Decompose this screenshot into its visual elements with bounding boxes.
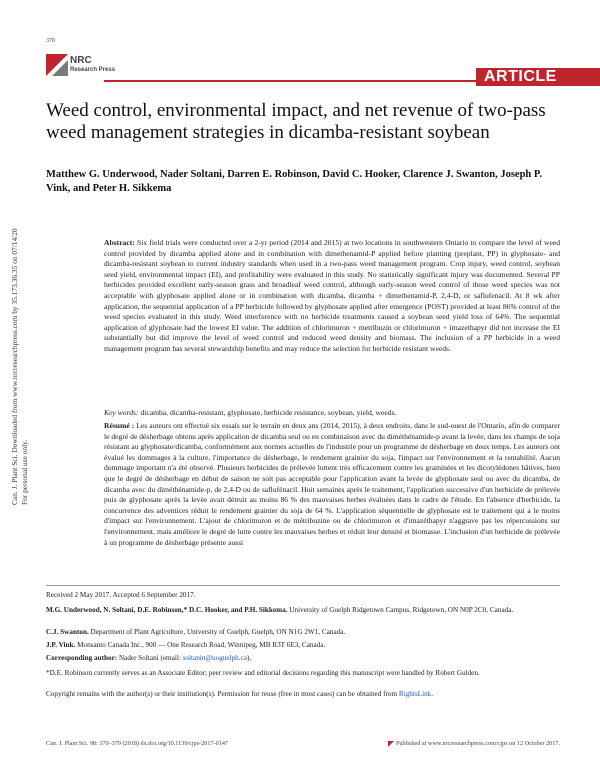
paper-title: Weed control, environmental impact, and net revenue of two-pass weed management strategies in dicamba-resistant soybean <box>46 100 546 143</box>
keywords <box>104 408 560 419</box>
resume-label: Résumé : <box>104 421 135 430</box>
footnote-divider <box>46 585 560 586</box>
corresponding-label: Corresponding author: <box>46 654 118 662</box>
abstract-text: Six field trials were conducted over a 2-yr period (2014 and 2015) at two locations in southwestern Ontario to compare the level of weed control provided by dicamba applied alone and in combination with dimethenamid-P applied before planting (preplant, PP) in glyphosate- and dicamba-resistant soybean to current industry standards when used in a two-pass weed management program. Crop injury, weed control, soybean seed yield, environmental impact (EI), and profitability were evaluated in this study. No statistically significant injury was documented. Several PP herbicides provided excellent early-season grass and broadleaf weed control, although early-season weed control of those weed species was not acceptable with glyphosate applied alone or in combination with dicamba, dicamba + dimethenamid-P, 2,4-D, or saflufenacil. At 8 wk after application, the sequential application of a PP herbicide followed by glyphosate applied after emergence (POST) provided at least 86% control of the weed species evaluated in this study. Weed interference with no herbicide treatments caused a soybean seed yield loss of 64%. The sequential application of glyphosate had the lowest EI value. The addition of chlorimuron + metribuzin or chlorimuron + imazethapyr did not increase the EI substantially but did improve the level of weed control and reduced weed density and biomass. The inclusion of a PP herbicide in a weed management program has several stewardship benefits and may reduce the selection for herbicide resistant weeds. <box>104 238 560 353</box>
editor-note: *D.E. Robinson currently serves as an Associate Editor; peer review and editorial decisions regarding this manuscript were handled by Robert Gulden. <box>46 669 480 677</box>
page-footer <box>46 740 560 747</box>
abstract <box>104 238 560 355</box>
affiliation-text: Department of Plant Agriculture, University of Guelph, Guelph, ON N1G 2W1, Canada. <box>90 628 346 636</box>
footer-published <box>388 740 560 747</box>
logo-name: NRC <box>70 55 92 66</box>
author-list: Matthew G. Underwood, Nader Soltani, Darren E. Robinson, David C. Hooker, Clarence J. Swanton, Joseph P. Vink, and Peter H. Sikkema <box>46 169 542 194</box>
footer-published-text: Published at www.nrcresearchpress.com/cjps on 12 October 2017. <box>395 740 560 747</box>
affiliation-names: M.G. Underwood, N. Soltani, D.E. Robinson,* D.C. Hooker, and P.H. Sikkema. <box>46 606 288 614</box>
download-watermark <box>2 185 28 505</box>
keywords-label: Key words: <box>104 408 139 417</box>
watermark-line-2: For personal use only. <box>20 439 29 505</box>
rightslink-link[interactable]: RightsLink <box>398 690 432 698</box>
received-dates: Received 2 May 2017. Accepted 6 September 2017. <box>46 591 196 599</box>
affiliation-text: University of Guelph Ridgetown Campus, Ridgetown, ON N0P 2C0, Canada. <box>289 606 514 614</box>
publish-marker-icon <box>388 741 394 747</box>
article-tag: ARTICLE <box>476 68 600 86</box>
affiliation-names: C.J. Swanton. <box>46 628 89 636</box>
keywords-text: dicamba, dicamba-resistant, glyphosate, herbicide resistance, soybean, yield, weeds. <box>140 408 397 417</box>
article-banner <box>0 68 600 86</box>
resume-text: Les auteurs ont effectué six essais sur le terrain en deux ans (2014, 2015), à deux endroits, dans le sud-ouest de l'Ontario, afin de comparer le degré de désherbage obtenu après application de dicamba seul ou en combinaison avec du diméthénamide-p avant la levée, dans les champs de soja résistant au glyphosate/dicamba, conformément aux normes actuelles de l'industrie pour un programme de désherbage en deux temps. Les auteurs ont évalué les dommages à la culture, l'importance du désherbage, le rendement grainier du soja, l'impact sur l'environnement et la rentabilité. Aucun dommage important n'a été observé. Plusieurs herbicides de prélevée luttent très efficacement contre les graminées et les dicotylédones hâtives, bien que le degré de désherbage en début de saison ne soit pas acceptable pour l'application avant la levée de glyphosate seul ou avec du dicamba, de dicamba avec du diméthénamide-p, de 2,4-D ou de saflufénacil. Huit semaines après le traitement, l'application successive d'un herbicide de prélevée puis de glyphosate après la levée avait détruit au moins 86 % des mauvaises herbes évaluées dans le cadre de l'étude. En l'absence d'herbicide, la concurrence des adventices réduit le rendement grainier du soja de 64 %. L'application séquentielle de glyphosate est le traitement qui a le moins d'impact sur l'environnement. L'ajout de chlorimuron et de métribuzine ou de chlorimuron et d'imazéthapyr n'aggrave pas les répercussions sur l'environnement, mais améliore le degré de lutte contre les mauvaises herbes et réduit leur densité et biomasse. L'inclusion d'un herbicide de prélevée à un programme de désherbage présente aussi <box>104 421 560 547</box>
watermark-line-1: Can. J. Plant Sci. Downloaded from www.nrcresearchpress.com by 35.173.36.35 on 07/14/20 <box>10 228 19 505</box>
affiliation <box>46 641 560 651</box>
copyright-text: Copyright remains with the author(s) or their institution(s). Permission for reuse (free in most cases) can be obtained from <box>46 690 399 698</box>
affiliation-names: J.P. Vink. <box>46 641 76 649</box>
watermark-text <box>10 185 30 505</box>
affiliation <box>46 628 560 638</box>
resume <box>104 421 560 548</box>
corresponding-text: Nader Soltani (email: <box>118 654 183 662</box>
copyright-notice <box>46 690 560 700</box>
logo-subtitle: Research Press <box>70 67 116 73</box>
affiliation <box>46 606 560 616</box>
abstract-label: Abstract: <box>104 238 135 247</box>
corresponding-author <box>46 654 560 664</box>
footer-citation: Can. J. Plant Sci. 98: 370–379 (2018) dx.doi.org/10.1139/cjps-2017-0147 <box>46 740 229 747</box>
affiliation-text: Monsanto Canada Inc., 900 — One Research Road, Winnipeg, MB R3T 6E3, Canada. <box>77 641 326 649</box>
copyright-end: . <box>431 690 434 698</box>
email-link[interactable]: soltanin@uoguelph.ca <box>182 654 247 662</box>
banner-rule <box>104 80 476 82</box>
page-number: 370 <box>46 38 55 44</box>
corresponding-close: ). <box>246 654 252 662</box>
